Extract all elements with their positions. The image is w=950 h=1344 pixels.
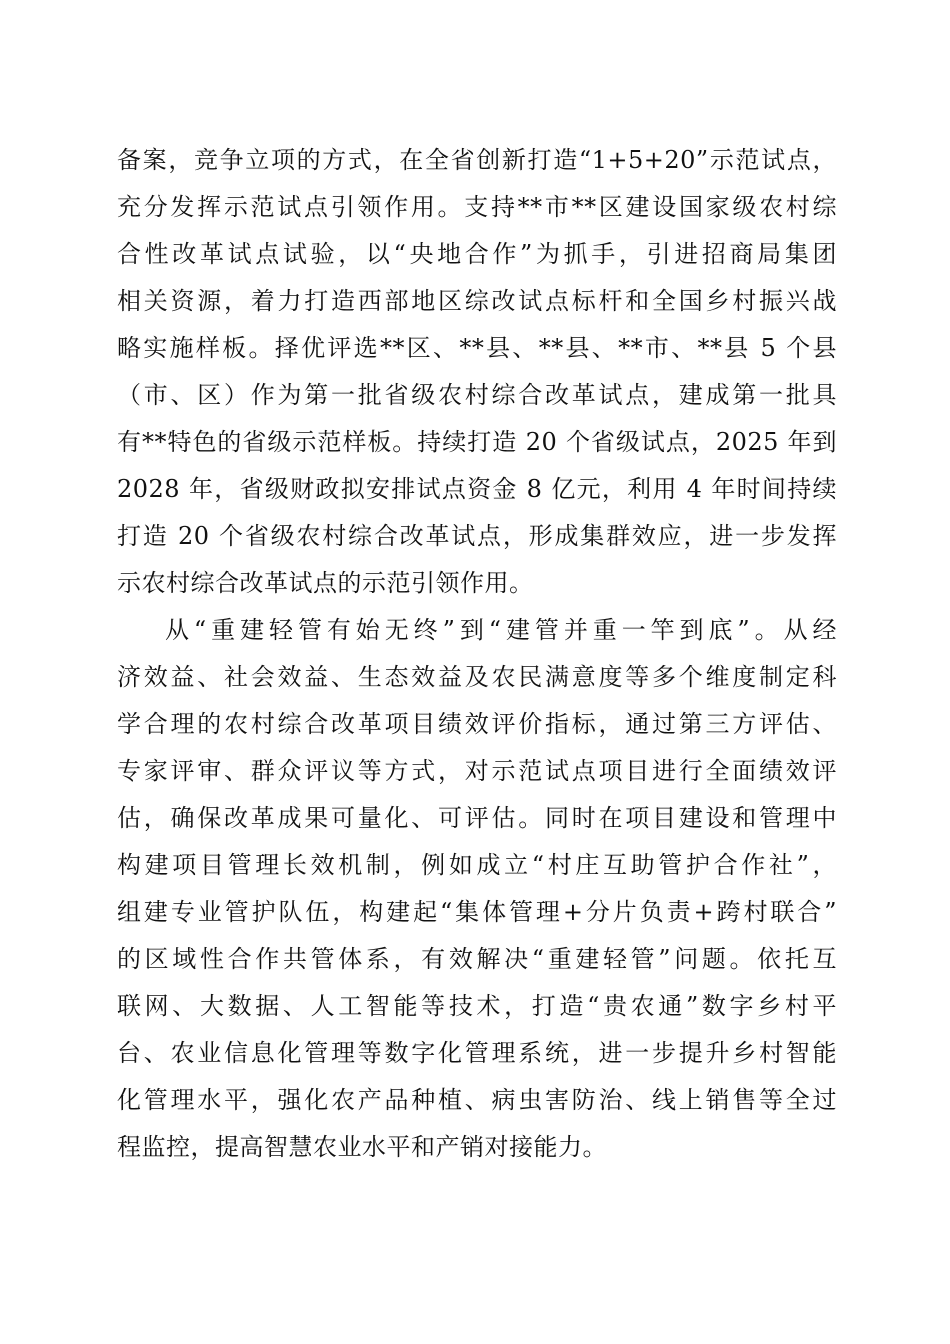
paragraph-1	[117, 137, 837, 607]
text-line: 学合理的农村综合改革项目绩效评价指标，通过第三方评估、	[117, 710, 837, 738]
text-line: 的区域性合作共管体系，有效解决“重建轻管”问题。依托互	[117, 945, 837, 973]
text-line: 示农村综合改革试点的示范引领作用。	[117, 569, 534, 597]
paragraph-2	[117, 607, 837, 1171]
text-line: （市、区）作为第一批省级农村综合改革试点，建成第一批具	[117, 381, 837, 409]
text-line: 充分发挥示范试点引领作用。支持**市**区建设国家级农村综	[117, 193, 837, 221]
text-line: 台、农业信息化管理等数字化管理系统，进一步提升乡村智能	[117, 1039, 837, 1067]
text-line: 备案，竞争立项的方式，在全省创新打造“1+5+20”示范试点，	[117, 146, 837, 174]
document-body	[117, 137, 837, 1171]
text-line: 合性改革试点试验，以“央地合作”为抓手，引进招商局集团	[117, 240, 837, 268]
text-line: 有**特色的省级示范样板。持续打造 20 个省级试点，2025 年到	[117, 428, 837, 456]
text-line: 组建专业管护队伍，构建起“集体管理+分片负责+跨村联合”	[117, 898, 837, 926]
text-line: 专家评审、群众评议等方式，对示范试点项目进行全面绩效评	[117, 757, 837, 785]
text-line: 化管理水平，强化农产品种植、病虫害防治、线上销售等全过	[117, 1086, 837, 1114]
text-line: 略实施样板。择优评选**区、**县、**县、**市、**县 5 个县	[117, 334, 837, 362]
text-line: 相关资源，着力打造西部地区综改试点标杆和全国乡村振兴战	[117, 287, 837, 315]
text-line: 打造 20 个省级农村综合改革试点，形成集群效应，进一步发挥	[117, 522, 837, 550]
text-line: 构建项目管理长效机制，例如成立“村庄互助管护合作社”，	[117, 851, 837, 879]
text-line: 2028 年，省级财政拟安排试点资金 8 亿元，利用 4 年时间持续	[117, 475, 837, 503]
text-line: 联网、大数据、人工智能等技术，打造“贵农通”数字乡村平	[117, 992, 837, 1020]
text-line: 程监控，提高智慧农业水平和产销对接能力。	[117, 1133, 607, 1161]
text-line: 从“重建轻管有始无终”到“建管并重一竿到底”。从经	[165, 616, 837, 644]
text-line: 估，确保改革成果可量化、可评估。同时在项目建设和管理中	[117, 804, 837, 832]
text-line: 济效益、社会效益、生态效益及农民满意度等多个维度制定科	[117, 663, 837, 691]
